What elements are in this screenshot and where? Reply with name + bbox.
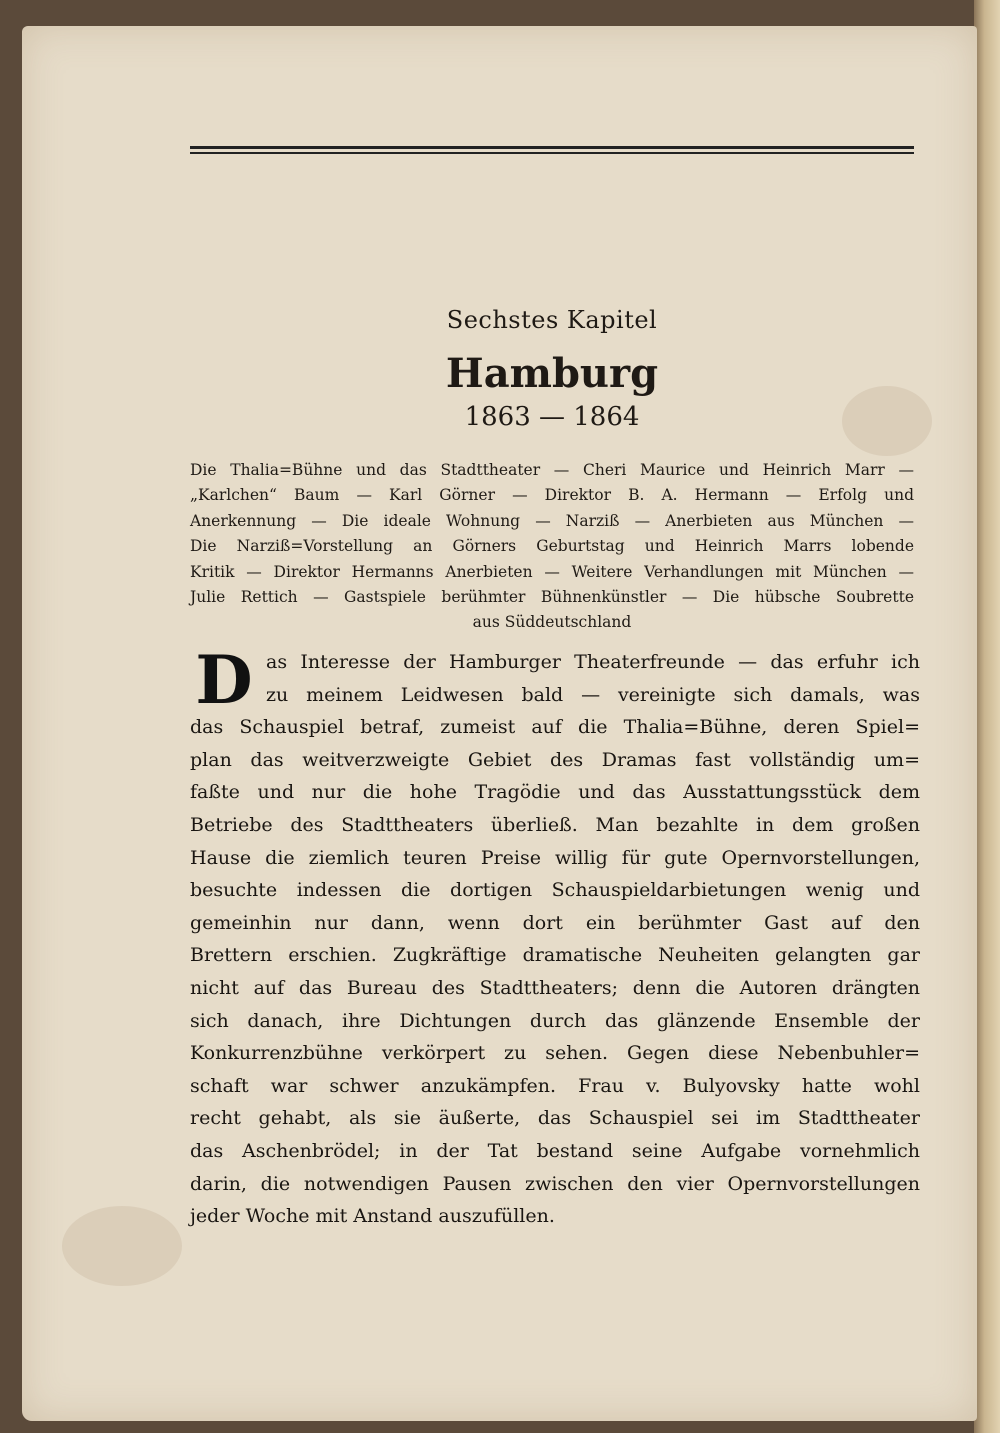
summary-line: Kritik — Direktor Hermanns Anerbieten — Weitere Verhandlungen mit München — — [190, 562, 914, 581]
body-line: das Aschenbrödel; in der Tat bestand seine Aufgabe vornehmlich — [190, 1139, 920, 1162]
body-line: as Interesse der Hamburger Theaterfreunde — das erfuhr ich — [266, 651, 920, 673]
body-line: sich danach, ihre Dichtungen durch das glänzende Ensemble der — [190, 1009, 920, 1032]
chapter-years: 1863 — 1864 — [464, 402, 640, 432]
body-line: nicht auf das Bureau des Stadttheaters; denn die Autoren drängten — [190, 976, 920, 999]
summary-line: Anerkennung — Die ideale Wohnung — Narziß — Anerbieten aus München — — [190, 511, 914, 530]
summary-line: Die Narziß=Vorstellung an Görners Geburtstag und Heinrich Marrs lobende — [190, 537, 914, 556]
body-line: jeder Woche mit Anstand auszufüllen. — [190, 1205, 555, 1228]
chapter-summary — [190, 458, 914, 636]
drop-capital: D — [195, 641, 253, 719]
chapter-label: Sechstes Kapitel — [446, 306, 658, 334]
summary-line: Julie Rettich — Gastspiele berühmter Bühnenkünstler — Die hübsche Soubrette — [190, 588, 914, 607]
body-line: plan das weitverzweigte Gebiet des Dramas fast vollständig um= — [190, 748, 920, 771]
body-line: zu meinem Leidwesen bald — vereinigte sich damals, was — [266, 683, 920, 706]
body-line: das Schauspiel betraf, zumeist auf die Thalia=Bühne, deren Spiel= — [190, 716, 920, 739]
summary-line: „Karlchen“ Baum — Karl Görner — Direktor B. A. Hermann — Erfolg und — [190, 486, 914, 505]
body-line: besuchte indessen die dortigen Schauspieldarbietungen wenig und — [190, 879, 920, 902]
summary-line: Die Thalia=Bühne und das Stadttheater — Cheri Maurice und Heinrich Marr — — [190, 461, 914, 479]
body-line: Hause die ziemlich teuren Preise willig für gute Opernvorstellungen, — [190, 846, 920, 869]
body-line: Brettern erschien. Zugkräftige dramatische Neuheiten gelangten gar — [190, 944, 920, 967]
body-line: schaft war schwer anzukämpfen. Frau v. Bulyovsky hatte wohl — [190, 1074, 920, 1097]
header-rule — [190, 146, 914, 149]
body-line: gemeinhin nur dann, wenn dort ein berühmter Gast auf den — [190, 911, 920, 934]
body-paragraph — [190, 641, 920, 1233]
paper-stain — [62, 1206, 182, 1286]
summary-line: aus Süddeutschland — [472, 613, 632, 632]
body-line: recht gehabt, als sie äußerte, das Schauspiel sei im Stadttheater — [190, 1107, 920, 1130]
body-line: faßte und nur die hohe Tragödie und das Ausstattungsstück dem — [190, 781, 920, 804]
body-line: darin, die notwendigen Pausen zwischen den vier Opernvorstellungen — [190, 1172, 920, 1195]
body-line: Konkurrenzbühne verkörpert zu sehen. Gegen diese Nebenbuhler= — [190, 1042, 920, 1065]
chapter-title: Hamburg — [445, 350, 659, 397]
body-line: Betriebe des Stadttheaters überließ. Man bezahlte in dem großen — [190, 813, 920, 836]
book-spine-edge — [974, 0, 1000, 1433]
header-rule-thin — [190, 152, 914, 154]
